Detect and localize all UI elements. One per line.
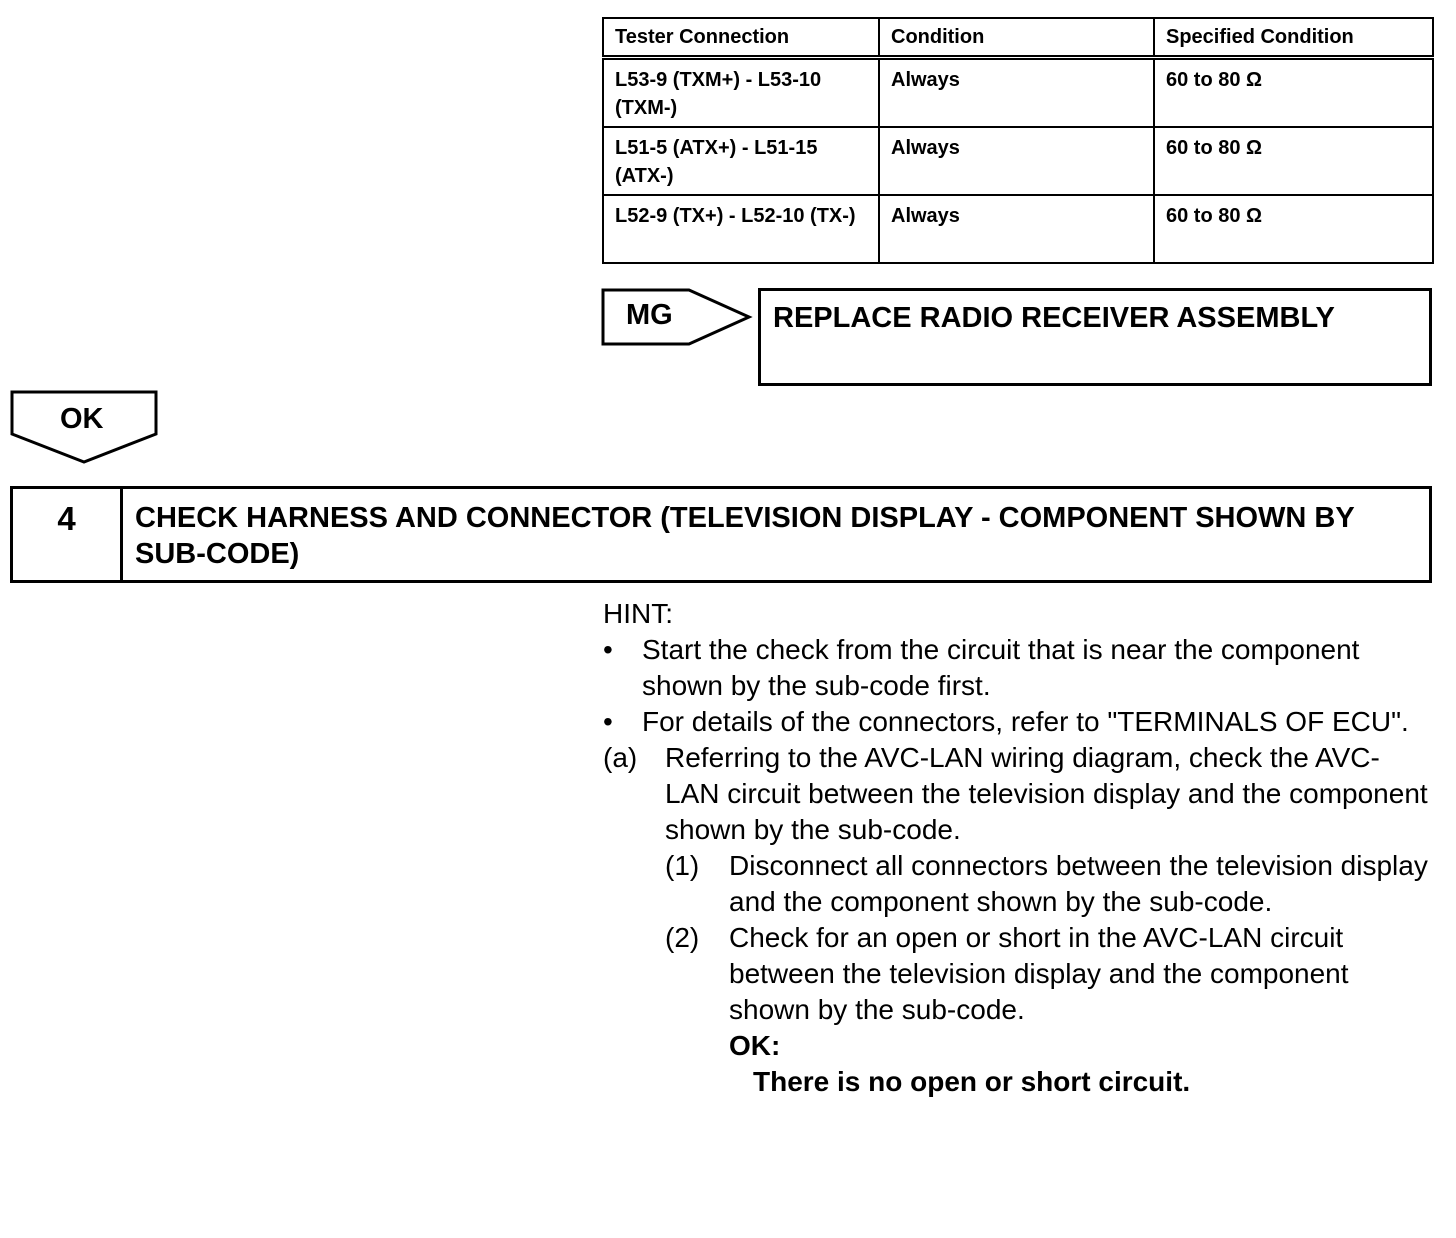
hint-text: For details of the connectors, refer to "TERMINALS OF ECU". <box>642 706 1409 737</box>
item-text: Referring to the AVC-LAN wiring diagram, check the AVC-LAN circuit between the television display and the component shown by the sub-code. <box>665 742 1428 845</box>
hint-text: Start the check from the circuit that is near the component shown by the sub-code first. <box>642 634 1360 701</box>
table-row <box>603 127 1433 195</box>
item-mark: (a) <box>603 742 638 773</box>
hint-item <box>603 632 1433 704</box>
cell-condition: Always <box>879 195 1154 263</box>
procedure-item-a <box>603 740 1433 848</box>
instructions <box>603 596 1433 1100</box>
step-number: 4 <box>13 489 123 580</box>
hint-title: HINT: <box>603 598 673 629</box>
sub-item-mark: (2) <box>665 922 700 953</box>
table-row <box>603 195 1433 263</box>
step-title: CHECK HARNESS AND CONNECTOR (TELEVISION DISPLAY - COMPONENT SHOWN BY SUB-CODE) <box>135 502 1355 570</box>
cell-tester-connection: L52-9 (TX+) - L52-10 (TX-) <box>603 195 879 263</box>
sub-item-text: Disconnect all connectors between the television display and the component shown by the sub-code. <box>729 850 1428 917</box>
table-header-row <box>603 18 1433 58</box>
ng-result-box <box>758 288 1432 386</box>
ok-arrow-label: OK <box>60 403 104 435</box>
cell-tester-connection: L53-9 (TXM+) - L53-10 (TXM-) <box>603 58 879 128</box>
header-specified-condition: Specified Condition <box>1154 18 1433 58</box>
bullet-mark: • <box>603 634 613 665</box>
hint-item <box>603 704 1433 740</box>
procedure-sub-item <box>603 920 1433 1028</box>
ok-condition-label: OK: <box>729 1030 781 1061</box>
bullet-mark: • <box>603 706 613 737</box>
tester-spec-table <box>602 17 1434 264</box>
step-header <box>10 486 1432 583</box>
cell-condition: Always <box>879 127 1154 195</box>
sub-item-mark: (1) <box>665 850 700 881</box>
header-condition: Condition <box>879 18 1154 58</box>
ng-arrow-label: MG <box>626 299 673 331</box>
cell-specified-condition: 60 to 80 Ω <box>1154 58 1433 128</box>
cell-specified-condition: 60 to 80 Ω <box>1154 195 1433 263</box>
cell-specified-condition: 60 to 80 Ω <box>1154 127 1433 195</box>
header-tester-connection: Tester Connection <box>603 18 879 58</box>
ok-condition-detail: There is no open or short circuit. <box>753 1066 1191 1097</box>
table-row <box>603 58 1433 128</box>
ng-result-action: REPLACE RADIO RECEIVER ASSEMBLY <box>773 302 1335 334</box>
right-arrow-icon <box>601 288 753 346</box>
cell-tester-connection: L51-5 (ATX+) - L51-15 (ATX-) <box>603 127 879 195</box>
cell-condition: Always <box>879 58 1154 128</box>
procedure-sub-item <box>603 848 1433 920</box>
sub-item-text: Check for an open or short in the AVC-LAN circuit between the television display and the component shown by the sub-code. <box>729 922 1349 1025</box>
